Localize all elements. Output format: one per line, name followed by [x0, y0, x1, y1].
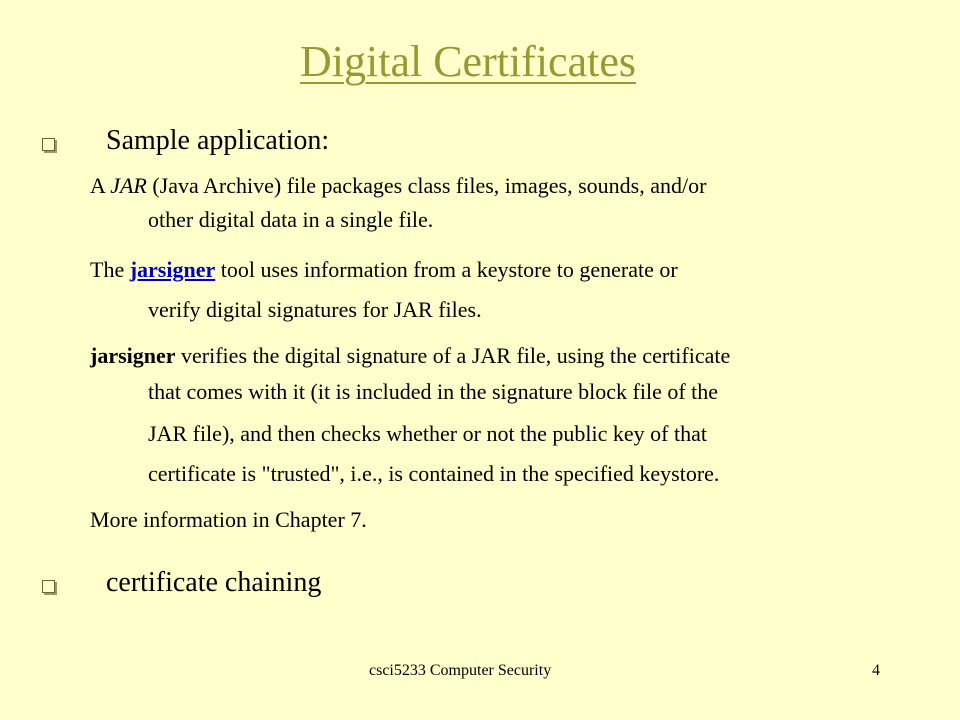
slide-title: Digital Certificates — [300, 37, 636, 86]
paragraph-line: verify digital signatures for JAR files. — [148, 297, 482, 322]
paragraph-line: that comes with it (it is included in the signature block file of the — [148, 379, 719, 404]
paragraph-line: JAR file), and then checks whether or not the public key of that — [148, 421, 708, 446]
paragraph-line — [90, 255, 678, 285]
paragraph-line — [90, 341, 730, 371]
bullet-label: certificate chaining — [106, 567, 322, 598]
square-bullet-icon — [42, 138, 55, 151]
jarsigner-term: jarsigner — [90, 343, 176, 368]
paragraph-line: More information in Chapter 7. — [90, 507, 367, 532]
bullet-label: Sample application: — [106, 125, 330, 156]
text-span: (Java Archive) file packages class files, images, sounds, and/or — [146, 173, 707, 198]
text-span: The — [90, 257, 130, 282]
footer-course: csci5233 Computer Security — [369, 662, 552, 679]
text-span: verifies the digital signature of a JAR file, using the certificate — [175, 343, 731, 368]
jar-term: JAR — [110, 173, 147, 198]
footer-page-number: 4 — [872, 662, 880, 679]
paragraph-line — [90, 171, 706, 201]
text-span: A — [90, 173, 111, 198]
square-bullet-icon — [42, 580, 55, 593]
jarsigner-link[interactable]: jarsigner — [129, 257, 216, 282]
paragraph-line: certificate is "trusted", i.e., is contained in the specified keystore. — [148, 461, 720, 486]
paragraph-line: other digital data in a single file. — [148, 207, 434, 232]
text-span: tool uses information from a keystore to generate or — [215, 257, 678, 282]
